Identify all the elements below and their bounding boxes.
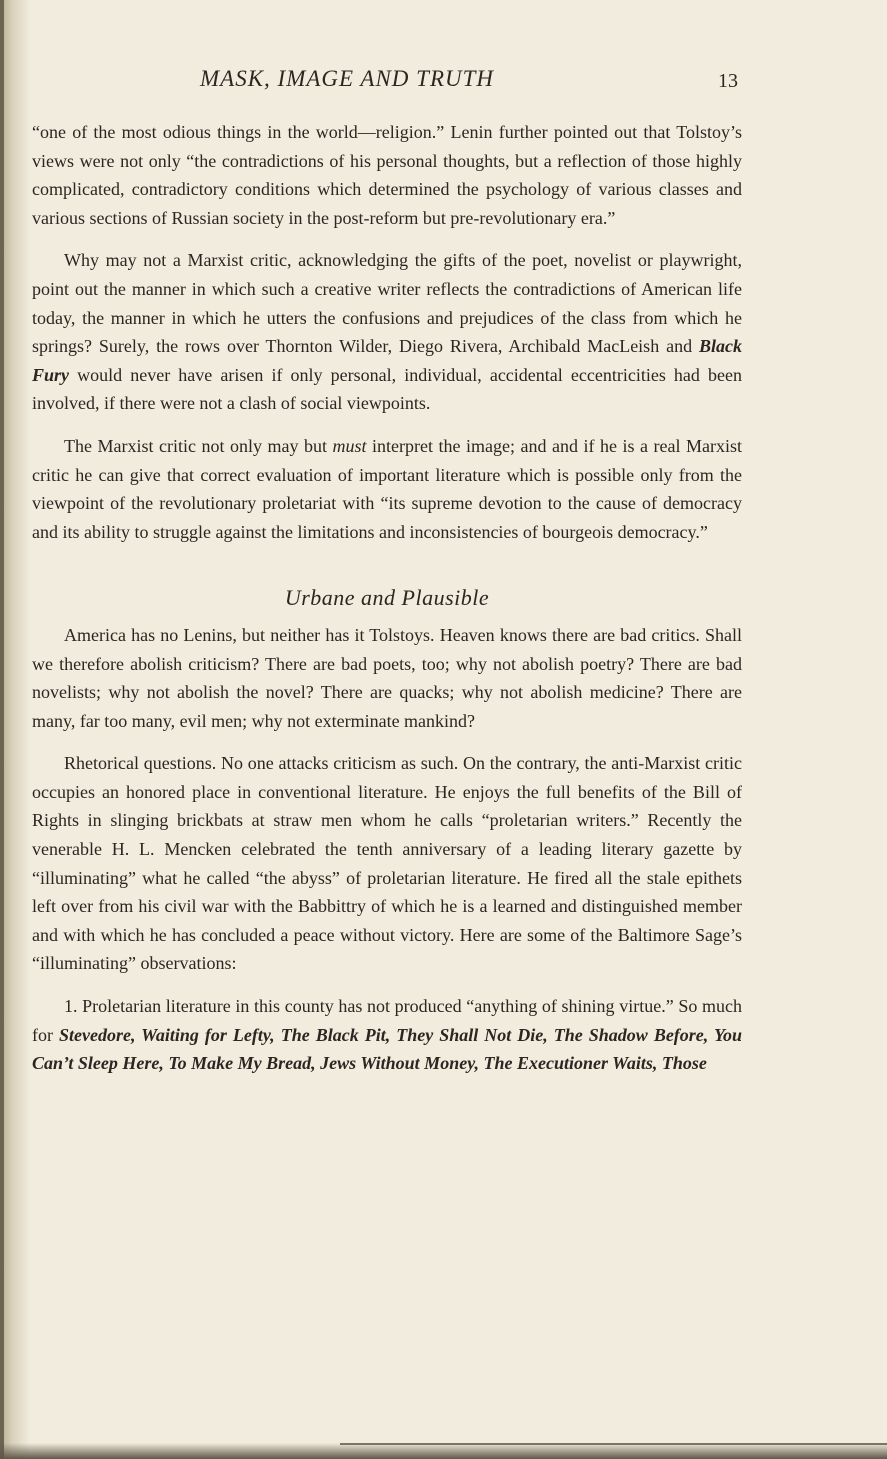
work-titles-list: Stevedore, Waiting for Lefty, The Black Pit, They Shall Not Die, The Shadow Before, You Can’t Sleep Here, To Make My Bread, Jews Without Money, The Executioner Waits, Those: [32, 1024, 742, 1074]
paragraph-1: [32, 118, 742, 232]
body-text: [32, 118, 742, 1092]
section-heading: Urbane and Plausible: [284, 585, 490, 611]
paragraph-4: [32, 621, 742, 735]
paragraph-5-text: Rhetorical questions. No one attacks criticism as such. On the contrary, the anti-Marxist critic occupies an honored place in conventional literature. He enjoys the full benefits of the Bill of Rights in slinging brickbats at straw men whom he calls “proletarian writers.” Recently the venerable H. L. Mencken celebrated the tenth anniversary of a leading literary gazette by “illuminating” what he called “the abyss” of proletarian literature. He fired all the stale epithets left over from his civil war with the Babbittry of which he is a learned and distinguished member and with which he has concluded a peace without victory. Here are some of the Baltimore Sage’s “illuminating” observations:: [32, 753, 742, 974]
page-bottom-rule: [340, 1443, 887, 1445]
emphasis-must: must: [332, 435, 367, 456]
paragraph-6-text-a: 1. Proletarian literature in this county has not produced “anything of shining virtue.” So much for: [32, 996, 742, 1045]
work-title-black-fury: Black Fury: [32, 336, 742, 385]
paragraph-1-text: “one of the most odious things in the world—religion.” Lenin further pointed out that Tolstoy’s views were not only “the contradictions of his personal thoughts, but a reflection of those highly complicated, contradictory conditions which determined the psychology of various classes and various sections of Russian society in the post-reform but pre-revolutionary era.”: [32, 122, 742, 228]
binding-edge: [0, 0, 4, 1459]
paragraph-3-text-b: interpret the image; and and if he is a real Marxist critic he can give that correct evaluation of important literature which is possible only from the viewpoint of the revolutionary proletariat with “its supreme devotion to the cause of democracy and its ability to struggle against the limitations and inconsistencies of bourgeois democracy.”: [32, 435, 742, 542]
paragraph-6: [32, 992, 742, 1078]
paragraph-4-text: America has no Lenins, but neither has it Tolstoys. Heaven knows there are bad critics. Shall we therefore abolish criticism? There are bad poets, too; why not abolish poetry? There are bad novelists; why not abolish the novel? There are quacks; why not abolish medicine? There are many, far too many, evil men; why not exterminate mankind?: [32, 624, 742, 731]
paragraph-2-text-b: would never have arisen if only personal, individual, accidental eccentricities had been involved, if there were not a clash of social viewpoints.: [32, 364, 742, 414]
paragraph-2-text-a: Why may not a Marxist critic, acknowledging the gifts of the poet, novelist or playwright, point out the manner in which such a creative writer reflects the contradictions of American life today, the manner in which he utters the confusions and prejudices of the class from which he springs? Surely, the rows over Thornton Wilder, Diego Rivera, Archibald MacLeish and: [32, 250, 742, 357]
paragraph-3-text-a: The Marxist critic not only may but: [64, 435, 333, 456]
paragraph-3: [32, 432, 742, 546]
page-gutter-shadow: [0, 0, 30, 1459]
paragraph-2: [32, 246, 742, 418]
page-bottom-edge: [0, 1443, 887, 1459]
page-number: 13: [718, 70, 738, 92]
paragraph-5: [32, 749, 742, 978]
running-title: MASK, IMAGE AND TRUTH: [200, 66, 495, 91]
